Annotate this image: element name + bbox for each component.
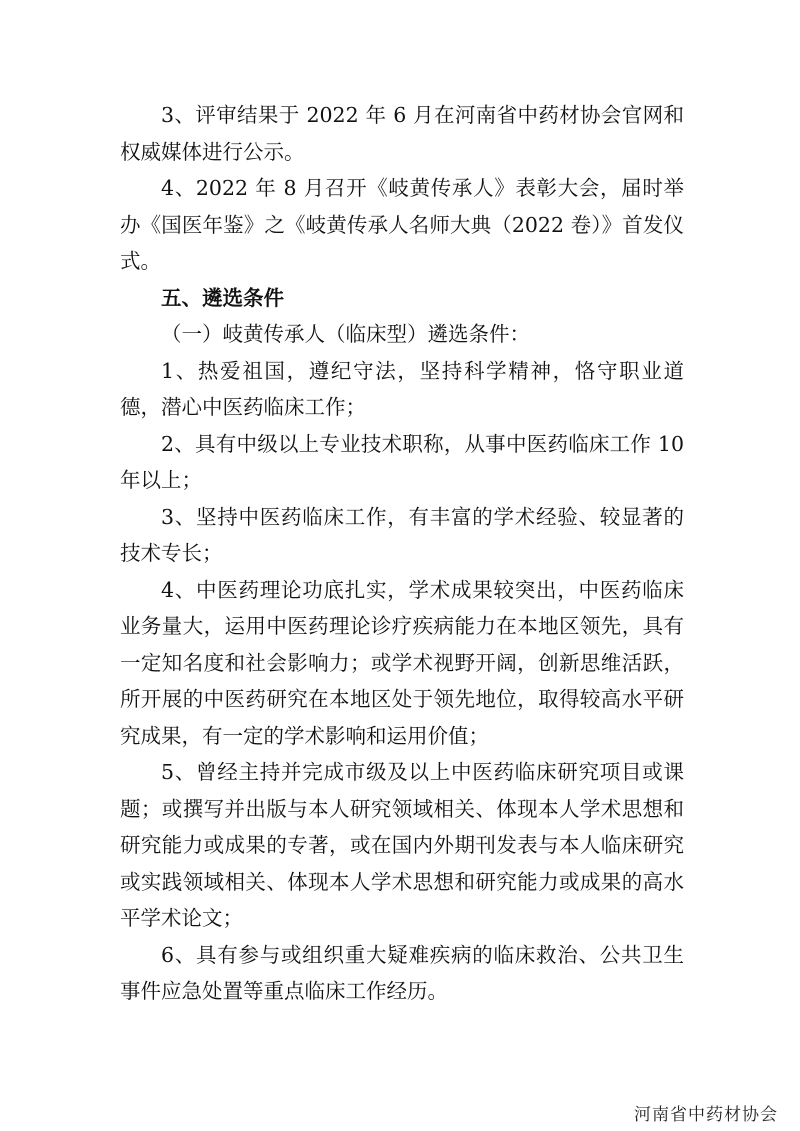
subsection-heading: （一）岐黄传承人（临床型）遴选条件： [161, 322, 530, 346]
paragraph-review-results: 3、评审结果于 2022 年 6 月在河南省中药材协会官网和权威媒体进行公示。 [120, 103, 684, 164]
document-body [120, 97, 684, 1010]
paragraph-award-ceremony: 4、2022 年 8 月召开《岐黄传承人》表彰大会，届时举办《国医年鉴》之《岐黄传承人名师大典（2022 卷）》首发仪式。 [120, 176, 684, 273]
condition-item: 4、中医药理论功底扎实，学术成果较突出，中医药临床业务量大，运用中医药理论诊疗疾病能力在本地区领先，具有一定知名度和社会影响力；或学术视野开阔，创新思维活跃，所开展的中医药研究在本地区处于领先地位，取得较高水平研究成果，有一定的学术影响和运用价值； [120, 577, 684, 748]
condition-item: 2、具有中级以上专业技术职称，从事中医药临床工作 10 年以上； [120, 431, 684, 492]
condition-item: 1、热爱祖国，遵纪守法，坚持科学精神，恪守职业道德，潜心中医药临床工作； [120, 358, 684, 419]
section-heading: 五、遴选条件 [161, 285, 284, 310]
condition-item: 6、具有参与或组织重大疑难疾病的临床救治、公共卫生事件应急处置等重点临床工作经历。 [120, 942, 684, 1003]
condition-item: 3、坚持中医药临床工作，有丰富的学术经验、较显著的技术专长； [120, 504, 684, 565]
footer-organization: 河南省中药材协会 [634, 1105, 778, 1125]
condition-item: 5、曾经主持并完成市级及以上中医药临床研究项目或课题；或撰写并出版与本人研究领域相关、体现本人学术思想和研究能力或成果的专著，或在国内外期刊发表与本人临床研究或实践领域相关、体现本人学术思想和研究能力或成果的高水平学术论文； [120, 760, 684, 930]
